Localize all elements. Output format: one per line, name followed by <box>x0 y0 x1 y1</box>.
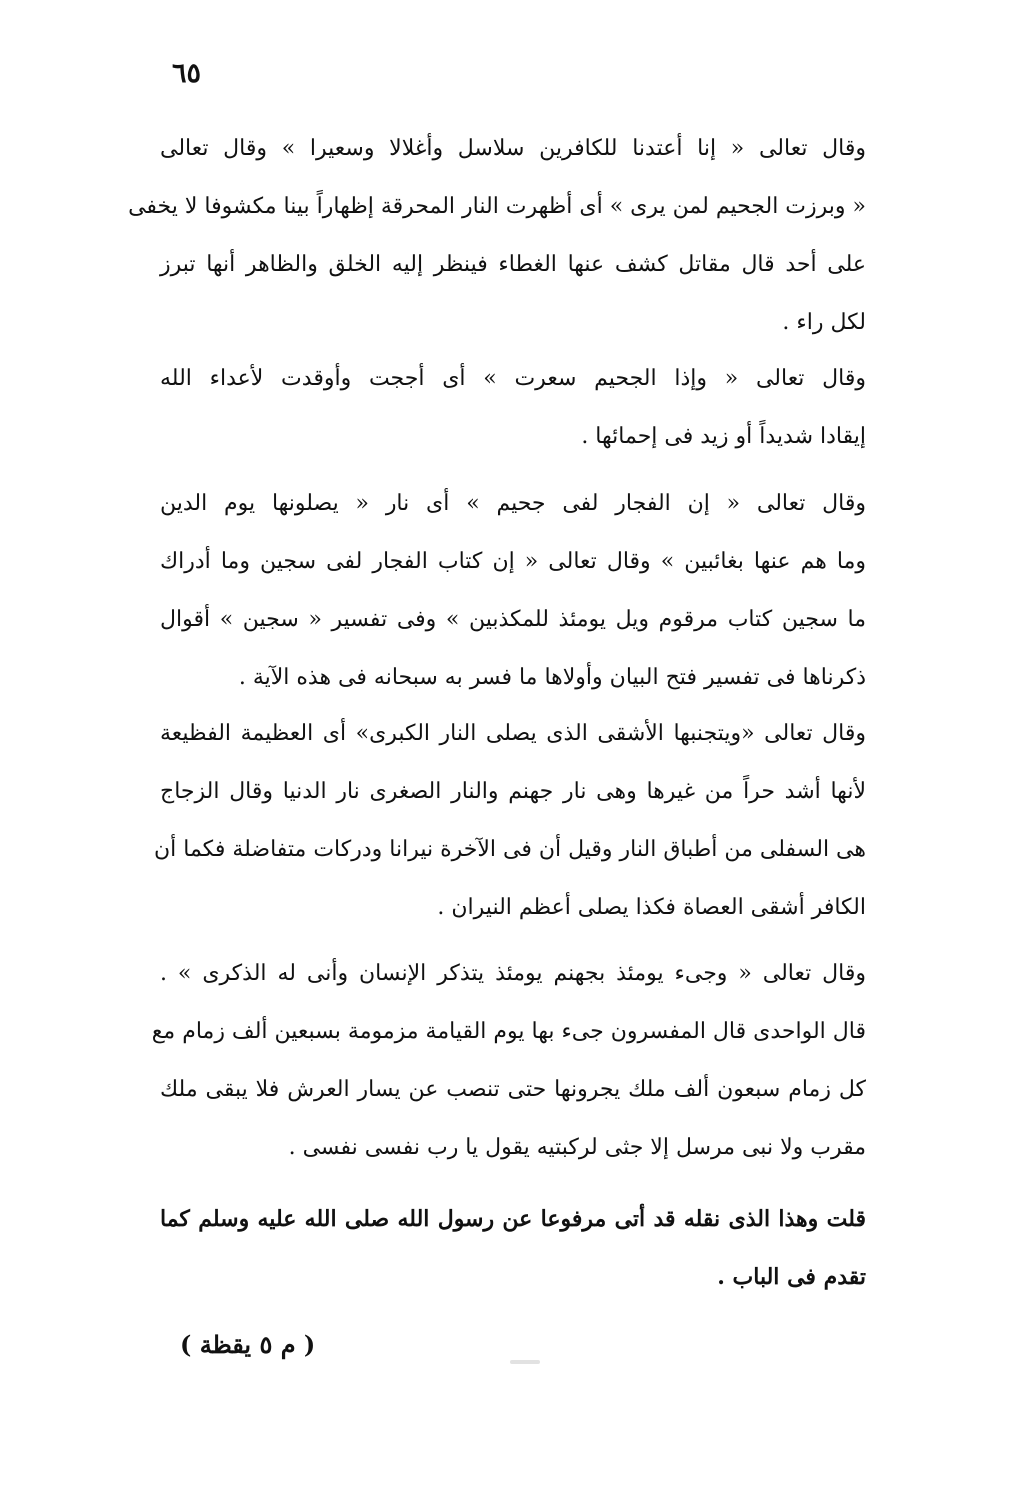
text-line: قلت وهذا الذى نقله قد أتى مرفوعا عن رسول الله صلى الله عليه وسلم كما <box>160 1206 866 1232</box>
paragraph-6 <box>160 1190 866 1306</box>
text-line: وقال تعالى « إنا أعتدنا للكافرين سلاسل وأغلالا وسعيرا » وقال تعالى <box>160 136 866 161</box>
text-line: « وبرزت الجحيم لمن يرى » أى أظهرت النار المحرقة إظهاراً بينا مكشوفا لا يخفى <box>128 194 866 219</box>
footer-signature: ( م ٥ يقظة ) <box>180 1330 316 1359</box>
paper-mark <box>510 1360 540 1364</box>
text-line: هى السفلى من أطباق النار وقيل أن فى الآخرة نيرانا ودركات متفاضلة فكما أن <box>153 837 866 862</box>
paragraph-3 <box>160 475 866 707</box>
text-line: إيقادا شديداً أو زيد فى إحمائها . <box>581 424 866 449</box>
page-number: ٦٥ <box>172 58 202 89</box>
paragraph-1 <box>128 120 866 352</box>
text-line: وقال تعالى «ويتجنبها الأشقى الذى يصلى النار الكبرى» أى العظيمة الفظيعة <box>160 721 866 746</box>
text-line: لكل راء . <box>782 310 866 335</box>
text-line: وقال تعالى « وجىء يومئذ بجهنم يومئذ يتذكر الإنسان وأنى له الذكرى » . <box>160 961 866 986</box>
paragraph-4 <box>153 705 866 937</box>
text-line: تقدم فى الباب . <box>717 1264 866 1290</box>
text-line: وقال تعالى « إن الفجار لفى جحيم » أى نار « يصلونها يوم الدين <box>160 491 867 516</box>
text-line: ما سجين كتاب مرقوم ويل يومئذ للمكذبين » وفى تفسير « سجين » أقوال <box>160 607 866 632</box>
text-line: كل زمام سبعون ألف ملك يجرونها حتى تنصب عن يسار العرش فلا يبقى ملك <box>160 1077 866 1102</box>
text-line: ذكرناها فى تفسير فتح البيان وأولاها ما فسر به سبحانه فى هذه الآية . <box>238 665 866 690</box>
text-line: وما هم عنها بغائبين » وقال تعالى « إن كتاب الفجار لفى سجين وما أدراك <box>160 549 866 574</box>
text-line: لأنها أشد حراً من غيرها وهى نار جهنم والنار الصغرى نار الدنيا وقال الزجاج <box>160 779 866 804</box>
paragraph-2 <box>160 350 866 466</box>
text-line: على أحد قال مقاتل كشف عنها الغطاء فينظر إليه الخلق والظاهر أنها تبرز <box>160 252 866 277</box>
text-line: وقال تعالى « وإذا الجحيم سعرت » أى أججت وأوقدت لأعداء الله <box>160 366 866 391</box>
paragraph-5 <box>151 945 866 1177</box>
text-line: الكافر أشقى العصاة فكذا يصلى أعظم النيران . <box>437 895 866 920</box>
text-line: قال الواحدى قال المفسرون جىء بها يوم القيامة مزمومة بسبعين ألف زمام مع <box>151 1019 866 1044</box>
text-line: مقرب ولا نبى مرسل إلا جثى لركبتيه يقول يا رب نفسى نفسى . <box>288 1135 866 1160</box>
